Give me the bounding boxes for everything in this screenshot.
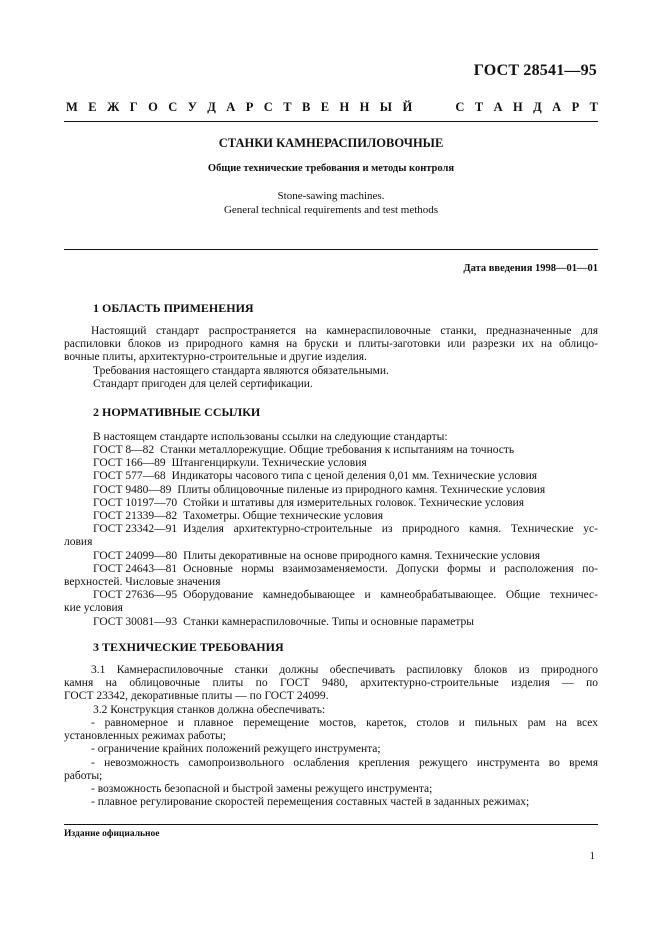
reference-code: ГОСТ 30081—93	[93, 615, 178, 628]
reference-title: Тахометры. Общие технические условия	[183, 510, 383, 523]
banner-letter: А	[226, 100, 236, 114]
reference-item	[64, 510, 598, 523]
banner-letter: Н	[359, 100, 370, 114]
banner-letter	[423, 100, 429, 115]
bullet-item: - равномерное и плавное перемещение мостов, кареток, столов и пильных рам на всех	[91, 717, 598, 729]
banner-letter: Т	[589, 100, 598, 114]
reference-title: Оборудование камнедобывающее и камнеобрабатывающее. Общие техничес-	[183, 589, 598, 602]
banner-letter: Т	[474, 100, 484, 114]
reference-item	[64, 563, 598, 576]
reference-item	[64, 523, 598, 536]
bullet-item: - невозможность самопроизвольного ослабления крепления режущего инструмента во время	[91, 756, 598, 769]
section-1-heading: 1 ОБЛАСТЬ ПРИМЕНЕНИЯ	[93, 301, 254, 315]
reference-item	[64, 589, 598, 602]
banner-letter: М	[66, 100, 78, 114]
document-subtitle: Общие технические требования и методы контроля	[207, 163, 455, 174]
banner-letter: Р	[245, 100, 254, 114]
reference-title: Станки металлорежущие. Общие требования к испытаниям на точность	[160, 444, 515, 456]
reference-item	[64, 550, 598, 563]
reference-title: Основные нормы взаимозаменяемости. Допуски формы и расположения по-	[183, 562, 598, 575]
reference-item	[64, 497, 598, 510]
text-line: Настоящий стандарт распространяется на камнераспиловочные станки, предназначенные для	[91, 325, 598, 337]
introduction-date: Дата введения 1998—01—01	[463, 263, 598, 274]
banner-letter: Е	[88, 100, 97, 114]
bullet-item-continued: установленных режимах работы;	[64, 730, 226, 743]
english-title-line-2: General technical requirements and test methods	[223, 204, 439, 216]
reference-title: Плиты облицовочные пиленые из природного камня. Технические условия	[177, 483, 546, 496]
footer-rule	[64, 824, 598, 825]
reference-code: ГОСТ 27636—95	[93, 589, 178, 602]
banner-letter: Г	[129, 100, 138, 114]
reference-item	[64, 444, 598, 457]
top-rule	[64, 121, 598, 122]
text-line: 3.1 Камнераспиловочные станки должны обеспечивать распиловку блоков из природного	[91, 664, 598, 676]
reference-code: ГОСТ 9480—89	[93, 483, 172, 496]
reference-title: Изделия архитектурно-строительные из природного камня. Технические ус-	[183, 523, 598, 536]
reference-title-continued: кие условия	[64, 602, 123, 615]
english-title	[64, 189, 598, 217]
banner-letter: Й	[402, 100, 413, 114]
reference-code: ГОСТ 23342—91	[93, 523, 178, 536]
banner-letter: Д	[207, 100, 216, 114]
banner-letter: Т	[283, 100, 292, 114]
clause-3-2: 3.2 Конструкция станков должна обеспечивать:	[93, 704, 326, 716]
reference-code: ГОСТ 10197—70	[93, 496, 178, 509]
banner-letter: Н	[513, 100, 523, 114]
reference-title: Станки камнераспиловочные. Типы и основные параметры	[183, 615, 474, 628]
bullet-item: - ограничение крайних положений режущего инструмента;	[91, 743, 381, 756]
reference-code: ГОСТ 577—68	[93, 470, 166, 483]
banner-letter: Ж	[106, 100, 120, 114]
official-edition-label: Издание официальное	[64, 829, 160, 839]
reference-item	[64, 484, 598, 497]
banner-letter: В	[301, 100, 311, 114]
banner-letter: Е	[320, 100, 330, 114]
page-number: 1	[589, 850, 595, 862]
banner-letter: О	[148, 100, 158, 114]
bullet-item: - плавное регулирование скоростей перемещения составных частей в заданных режимах;	[91, 796, 530, 809]
normative-references-list	[64, 444, 598, 629]
banner-letter: Р	[571, 100, 580, 114]
section-1-paragraph-2: Требования настоящего стандарта являются обязательными.	[93, 365, 389, 377]
section-1-paragraph-1	[64, 325, 598, 365]
bullet-item: - возможность безопасной и быстрой замены режущего инструмента;	[91, 783, 433, 796]
section-1-paragraph-3: Стандарт пригоден для целей сертификации.	[93, 378, 313, 390]
reference-title: Плиты декоративные на основе природного камня. Технические условия	[183, 549, 541, 562]
section-2-heading: 2 НОРМАТИВНЫЕ ССЫЛКИ	[93, 405, 261, 419]
reference-code: ГОСТ 8—82	[93, 444, 155, 456]
interstate-standard-banner	[66, 100, 598, 115]
text-line: вочные плиты, архитектурно-строительные и другие изделия.	[64, 351, 367, 364]
bullet-list	[64, 717, 598, 809]
reference-item	[64, 457, 598, 470]
document-title: СТАНКИ КАМНЕРАСПИЛОВОЧНЫЕ	[218, 136, 444, 150]
reference-title: Индикаторы часового типа с ценой деления 0,01 мм. Технические условия	[171, 470, 538, 483]
text-line: ГОСТ 23342, декоративные плиты — по ГОСТ 24099.	[64, 690, 329, 703]
section-2-intro: В настоящем стандарте использованы ссылки на следующие стандарты:	[93, 431, 448, 443]
reference-title: Стойки и штативы для измерительных головок. Технические условия	[183, 496, 525, 509]
bullet-item-continued: работы;	[64, 769, 103, 782]
reference-title: Штангенциркули. Технические условия	[171, 457, 367, 470]
english-title-line-1: Stone-sawing machines.	[277, 190, 385, 202]
reference-code: ГОСТ 21339—82	[93, 510, 178, 523]
banner-letter: У	[187, 100, 197, 114]
reference-code: ГОСТ 24099—80	[93, 549, 178, 562]
section-3-heading: 3 ТЕХНИЧЕСКИЕ ТРЕБОВАНИЯ	[93, 640, 284, 654]
banner-letter: Н	[339, 100, 350, 114]
text-line: распиловки блоков из природного камня на бруски и плиты-заготовки или разрезки их на облицо-	[64, 338, 598, 351]
text-line: камня на облицовочные плиты по ГОСТ 9480, архитектурно-строительные изделия — по	[64, 677, 598, 690]
banner-letter: А	[552, 100, 562, 114]
reference-item	[64, 616, 598, 629]
clause-3-1	[64, 664, 598, 704]
banner-letter: Ы	[379, 100, 393, 114]
reference-title-continued: ловия	[64, 536, 93, 549]
reference-code: ГОСТ 24643—81	[93, 562, 178, 575]
banner-letter	[439, 100, 445, 115]
gost-number: ГОСТ 28541—95	[473, 62, 597, 79]
banner-letter: С	[263, 100, 273, 114]
banner-letter: С	[455, 100, 465, 114]
reference-item	[64, 470, 598, 483]
reference-title-continued: верхностей. Числовые значения	[64, 576, 221, 589]
banner-letter: А	[493, 100, 503, 114]
banner-letter: Д	[533, 100, 542, 114]
banner-letter: С	[168, 100, 178, 114]
title-rule	[64, 249, 598, 250]
reference-code: ГОСТ 166—89	[93, 457, 166, 470]
